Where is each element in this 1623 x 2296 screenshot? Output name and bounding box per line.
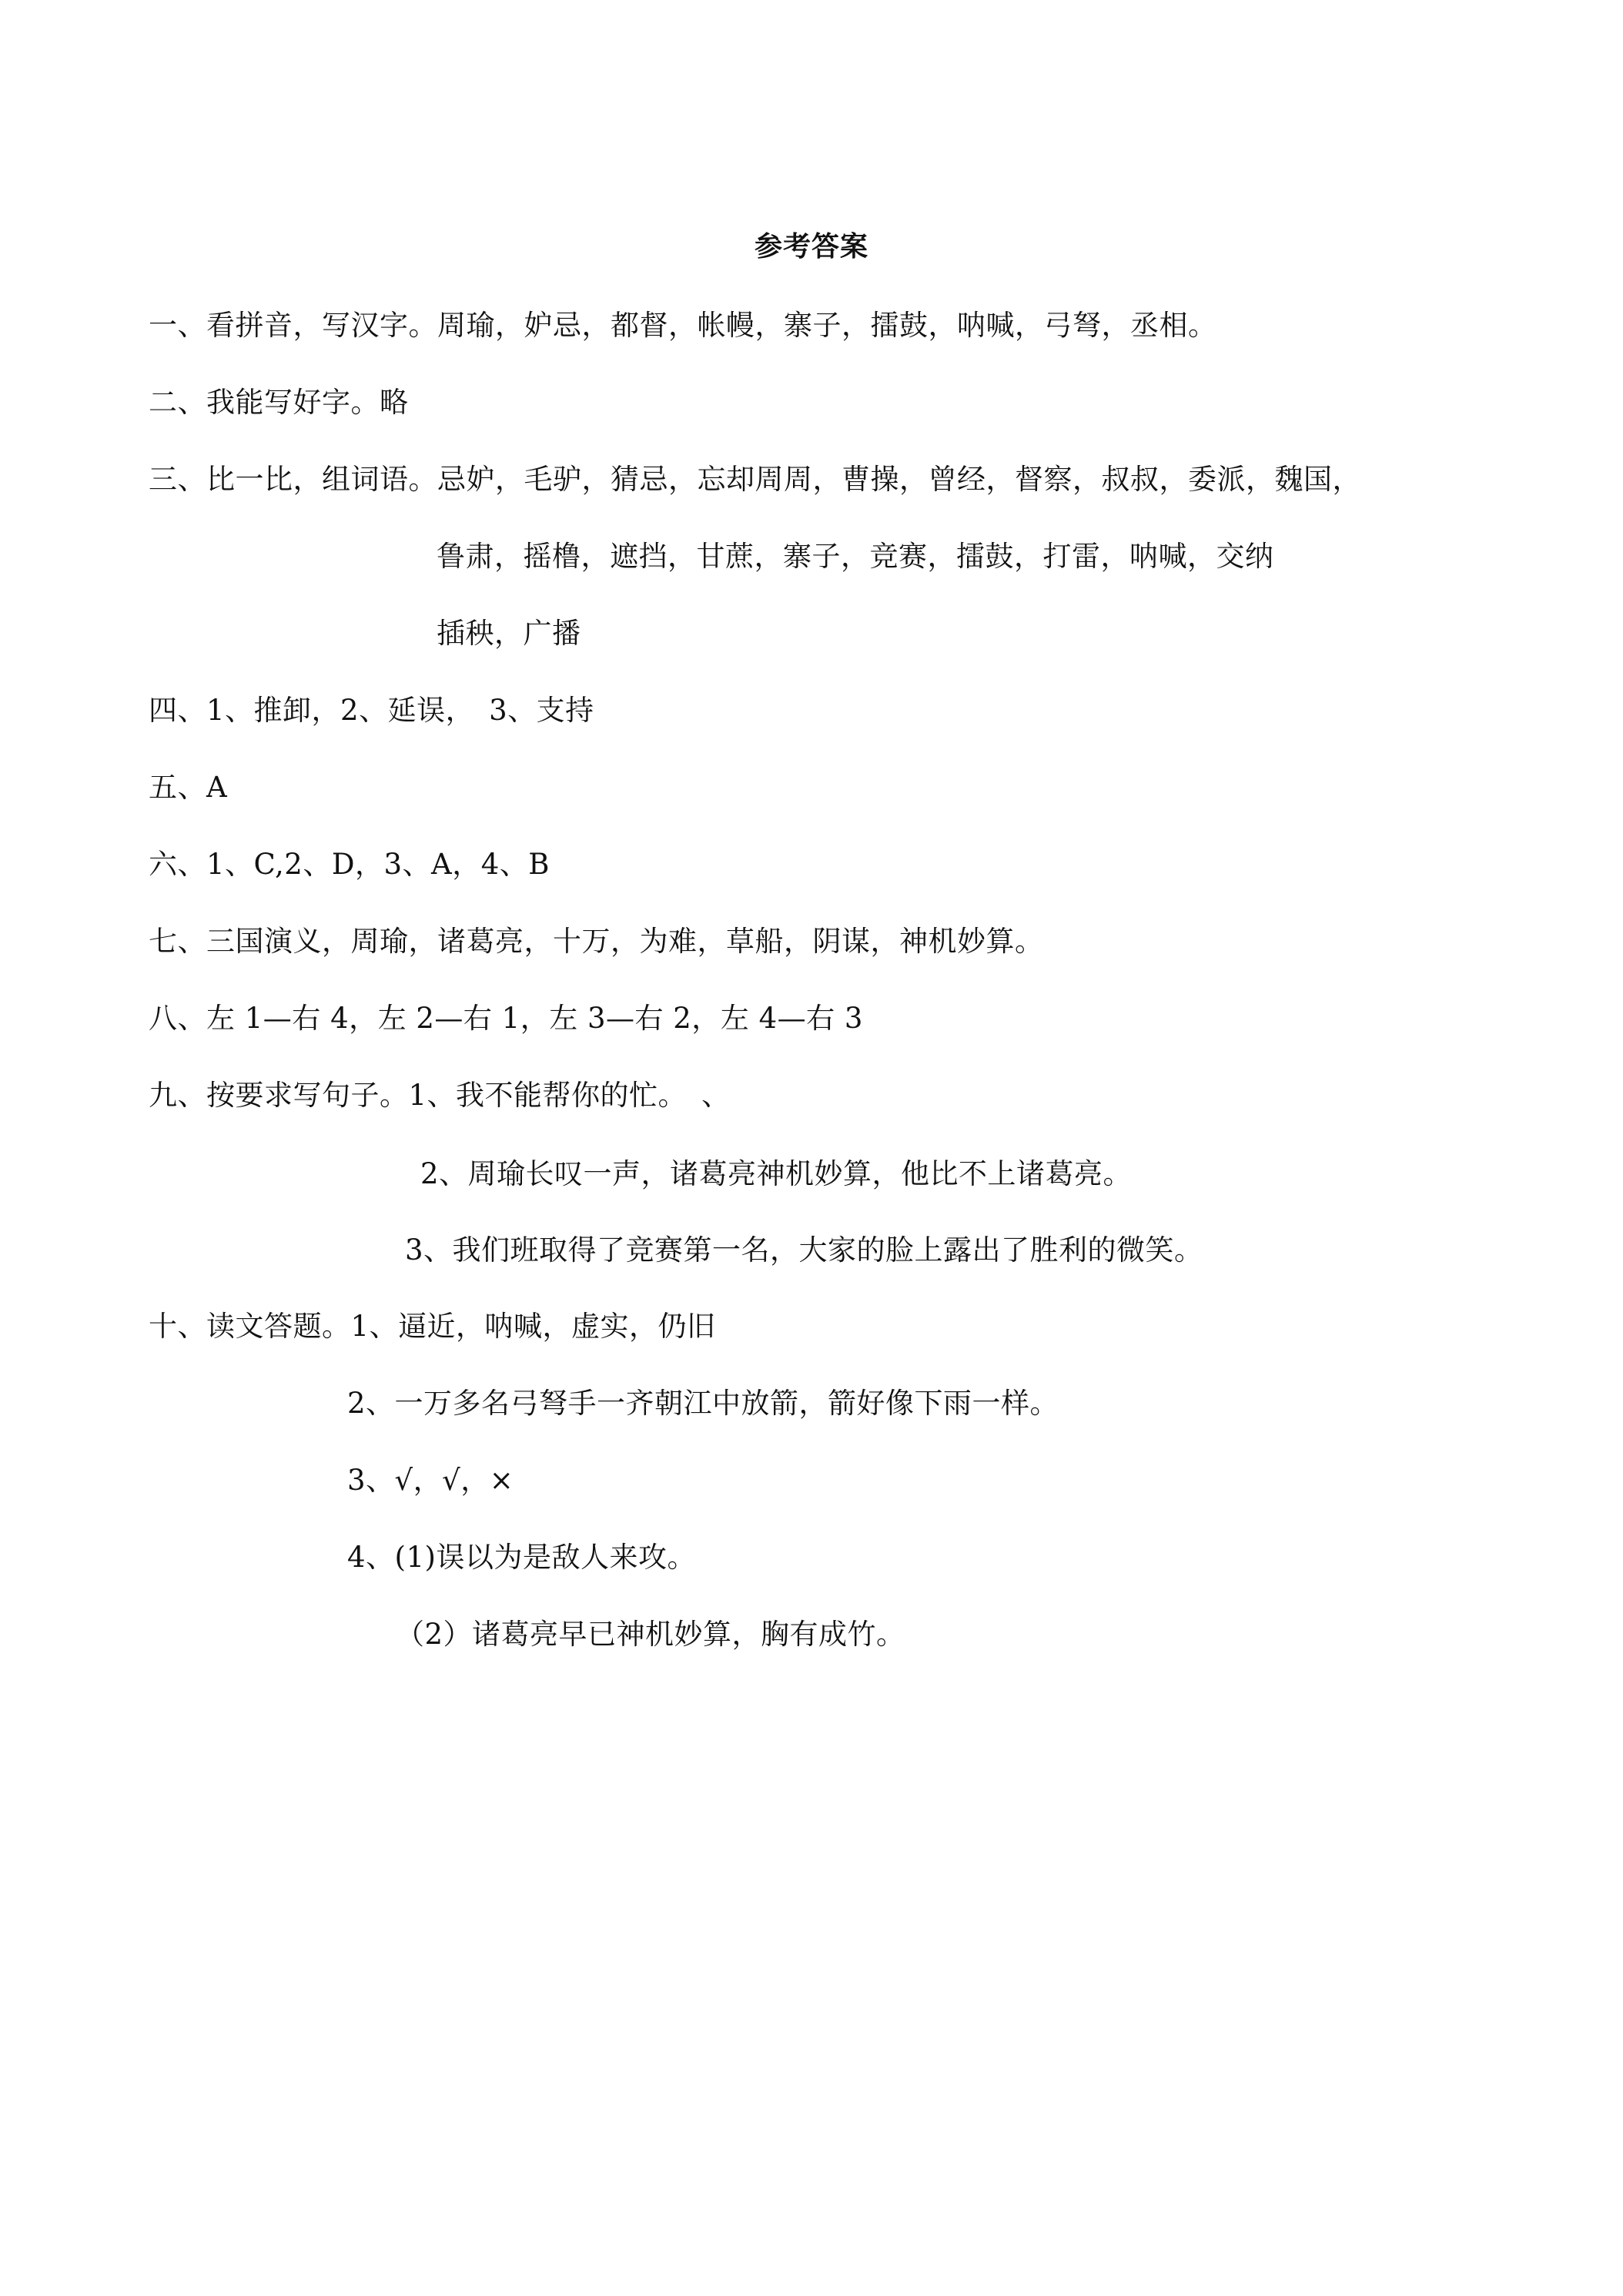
answer-line-3: 三、比一比，组词语。忌妒，毛驴，猜忌，忘却周周，曹操，曾经，督察，叔叔，委派，魏国， [149,463,1361,496]
answer-line-9-cont-1: 2、周瑜长叹一声，诸葛亮神机妙算，他比不上诸葛亮。 [420,1157,1133,1190]
answer-line-5: 五、A [149,771,228,804]
answer-line-9-cont-2: 3、我们班取得了竞赛第一名，大家的脸上露出了胜利的微笑。 [405,1233,1203,1267]
answer-line-10-cont-1: 2、一万多名弓弩手一齐朝江中放箭，箭好像下雨一样。 [347,1387,1059,1420]
answer-line-10-cont-2: 3、√，√，× [347,1464,514,1497]
answer-line-8: 八、左 1—右 4，左 2—右 1，左 3—右 2，左 4—右 3 [149,1002,863,1035]
answer-line-3-cont-2: 插秧，广播 [437,617,581,650]
answer-line-7: 七、三国演义，周瑜，诸葛亮，十万，为难，草船，阴谋，神机妙算。 [149,925,1044,958]
answer-line-6: 六、1、C,2、D，3、A，4、B [149,848,550,881]
answer-line-10-cont-4: （2）诸葛亮早已神机妙算，胸有成竹。 [396,1618,905,1651]
answer-line-2: 二、我能写好字。略 [149,386,409,419]
answer-line-4: 四、1、推卸，2、延误， 3、支持 [149,694,594,727]
answer-line-1: 一、看拼音，写汉字。周瑜，妒忌，都督，帐幔，寨子，擂鼓，呐喊，弓弩，丞相。 [149,309,1217,342]
answer-line-10: 十、读文答题。1、逼近，呐喊，虚实，仍旧 [149,1310,716,1343]
page-title: 参考答案 [754,230,868,263]
answer-line-10-cont-3: 4、(1)误以为是敌人来攻。 [347,1541,696,1574]
answer-line-9: 九、按要求写句子。1、我不能帮你的忙。 、 [149,1079,731,1112]
answer-line-3-cont-1: 鲁肃，摇橹，遮挡，甘蔗，寨子，竞赛，擂鼓，打雷，呐喊，交纳 [437,540,1274,573]
